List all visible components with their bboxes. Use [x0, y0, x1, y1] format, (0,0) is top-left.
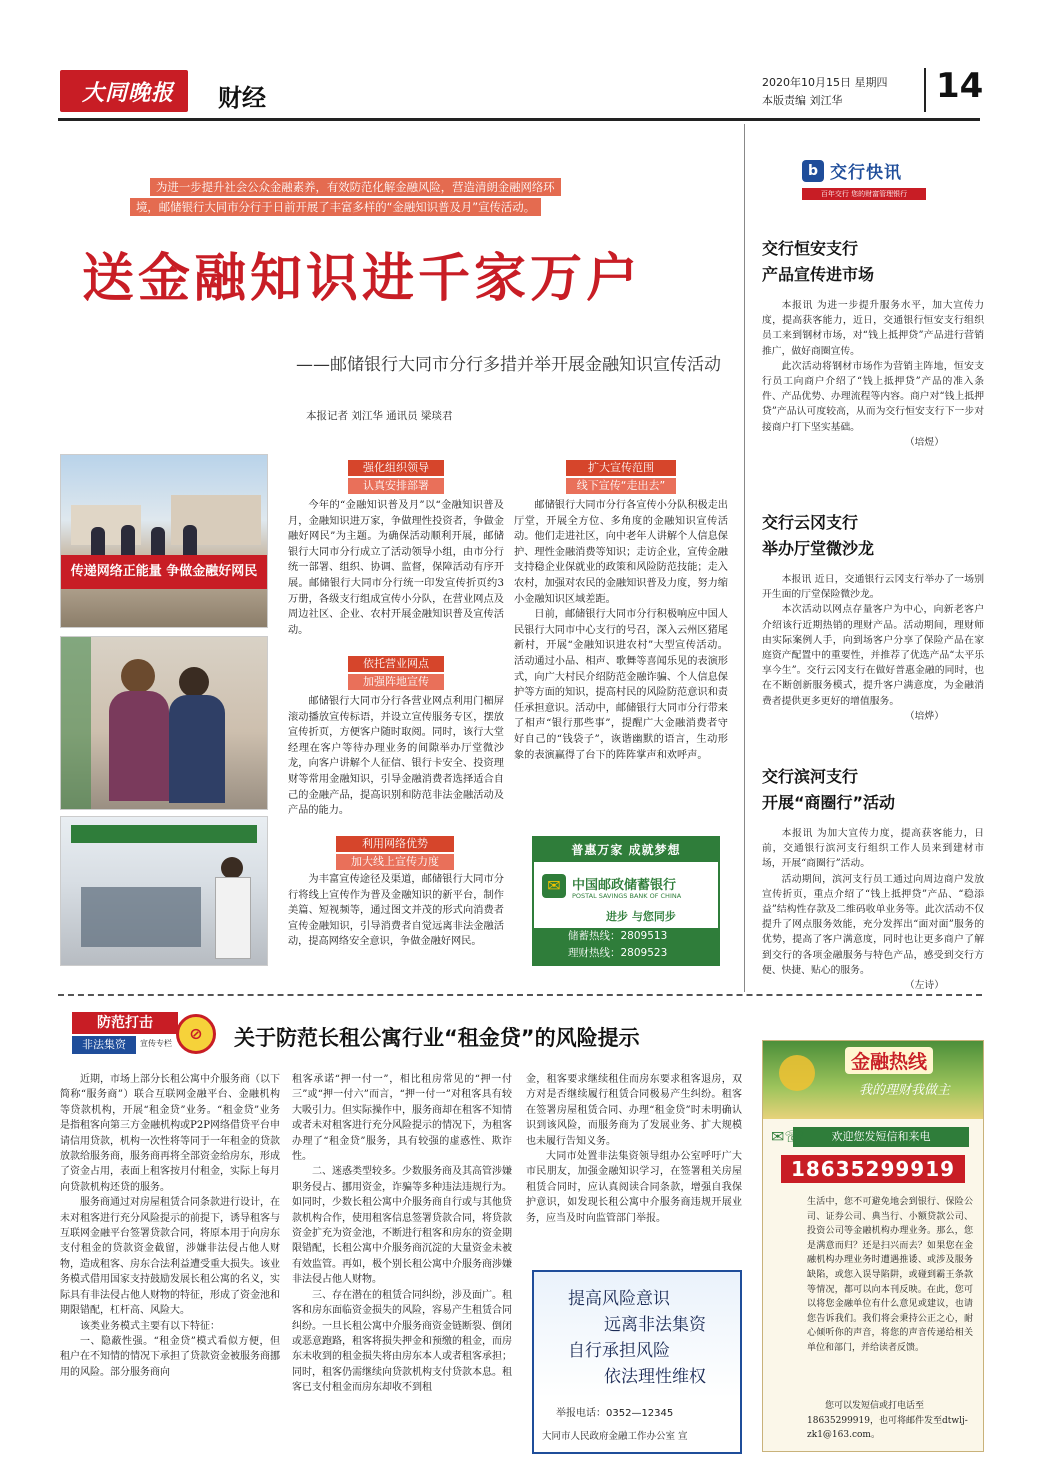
ad-motto: 进步 与您同步 [606, 910, 676, 923]
lower-col-3-p2: 大同市处置非法集资领导组办公室呼吁广大市民朋友，加强金融知识学习，在签署租关房屋租赁合同时，应认真阅读合同条款，增强自我保护意识，如发现长租公寓中介服务商违规开展业务，应当及时向监管部门举报。 [526, 1151, 742, 1224]
badge-bottom: 非法集资 [72, 1036, 136, 1054]
sidebar-item-3-title-1: 交行滨河支行 [762, 767, 859, 786]
intro-line-1: 为进一步提升社会公众金融素养，有效防范化解金融风险，营造清朗金融网络环 [150, 178, 561, 196]
sidebar-item-2 [762, 510, 984, 724]
header-editor: 本版责编 刘江华 [762, 94, 843, 107]
section-1-text [288, 498, 504, 638]
sidebar-item-1 [762, 236, 984, 450]
sidebar-item-1-p1: 本报讯 为进一步提升服务水平，加大宣传力度，提高获客能力，近日，交通银行恒安支行组织员工来到钢材市场，对“钱上抵押贷”产品进行营销推广，做好商圈宣传。 [762, 300, 984, 357]
lower-title: 关于防范长租公寓行业“租金贷”的风险提示 [234, 1026, 640, 1050]
sidebar-item-2-title-1: 交行云冈支行 [762, 513, 859, 532]
section-3-tag-a: 利用网络优势 [336, 836, 454, 852]
sidebar-logo [802, 152, 926, 202]
article-subtitle: ——邮储银行大同市分行多措并举开展金融知识宣传活动 [296, 355, 721, 375]
sidebar-logo-text: 交行快讯 [830, 163, 902, 183]
intro-line-2: 境，邮储银行大同市分行于日前开展了丰富多样的“金融知识普及月”宣传活动。 [130, 198, 541, 216]
ad-slogan: 普惠万家 成就梦想 [534, 838, 718, 862]
hotline-number: 18635299919 [781, 1155, 965, 1183]
section-2-text [288, 694, 504, 819]
lower-col-3 [526, 1072, 742, 1226]
page-number: 14 [936, 66, 984, 106]
hotline-text: 生活中，您不可避免地会到银行、保险公司、证券公司、典当行、小额贷款公司、投资公司等金融机构办理业务。那么，您是满意而归？还是扫兴而去？如果您在金融机构办理业务时遭遇推诿、或涉及服务缺陷，或您入误导陷阱，或碰到霸王条款等情况，都可以向本刊反映。在此，您可以将您金融单位有什么意见或建议，也请您告诉我们。我们将会秉持公正之心，耐心倾听你的声音，将您的声音传递给相关单位和部门，并给读者反馈。 [807, 1197, 973, 1353]
sidebar-item-2-body [762, 572, 984, 724]
lower-col-2-p2: 二、迷惑类型较多。少数服务商及其高管涉嫌职务侵占、挪用资金，诈骗等多种违法违规行为。如同时，少数长租公寓中介服务商自行或与其他贷款机构合作，使用租客信息签署贷款合同，将贷款资金扩充为资金池，不断进行租客和房东的资金期限错配，长租公寓中介服务商沉淀的大量资金未被有效监管。再如，极个别长租公寓中介服务商涉嫌非法侵占他人财物。 [292, 1166, 512, 1286]
report-phone: 举报电话：0352—12345 [556, 1408, 674, 1419]
section-4-paragraph-2: 日前，邮储银行大同市分行积极响应中国人民银行大同市中心支行的号召，深入云州区猪尾新村，开展“金融知识进农村”大型宣传活动。活动通过小品、相声、歌舞等喜闻乐见的表演形式，向广大村民介绍防范金融诈骗、个人信息保护等方面的知识，提高村民的风险防范意识和责任承担意识。活动中，邮储银行大同市分行带来了相声“银行那些事”，提醒广大金融消费者守好自己的“钱袋子”，诙谐幽默的语言，生动形象的表演赢得了台下的阵阵掌声和欢呼声。 [514, 609, 728, 761]
sidebar-item-1-p2: 此次活动将钢材市场作为营销主阵地，恒安支行员工向商户介绍了“钱上抵押贷”产品的准入条件、产品优势、办理流程等内容。商户对“钱上抵押贷”产品认可度较高，从而为交行恒安支行下一步对接商户打下坚实基础。 [762, 360, 984, 433]
prohibit-icon: ⊘ [176, 1014, 216, 1054]
hotline-slogan: 我的理财我做主 [859, 1083, 951, 1098]
masthead-logo [60, 70, 188, 112]
sidebar-item-3 [762, 764, 984, 993]
section-1-paragraph: 今年的“金融知识普及月”以“金融知识普及月，金融知识进万家，争做理性投资者，争做金融好网民”为主题。为确保活动顺利开展，邮储银行大同市分行成立了活动领导小组，由市分行统一部署、组织、协调、监督，保障活动有序开展。邮储银行大同市分行统一印发宣传折页约3万册，各级支行组成宣传小分队，在营业网点及周边社区、企业、农村开展金融知识普及宣传活动。 [288, 500, 504, 636]
photo-outdoor-event [60, 454, 268, 628]
lower-col-1-p2: 服务商通过对房屋租赁合同条款进行设计，在未对租客进行充分风险提示的前提下，诱导租客与互联网金融平台签署贷款合同，将原本用于向房东支付租金的贷款资金截留，涉嫌非法侵占他人财物，造成租客、房东合法利益遭受重大损失。该业务模式借用国家支持鼓励发展长租公寓的名义，实际具有非法侵占他人财物的特征，形成了资金池和期限错配，杠杆高、风险大。 [60, 1197, 280, 1317]
lower-col-1-p1: 近期，市场上部分长租公寓中介服务商（以下简称“服务商”）联合互联网金融平台、金融机构等贷款机构，开展“租金贷”业务。“租金贷”业务是指租客向第三方金融机构或P2P网络借贷平台申请信用贷款，机构一次性将等同于一年租金的贷款放款给服务商，服务商再将全部资金给房东，形成了资金占用，表面上租客按月付租金，实际上每月向贷款机构还贷的服务。 [60, 1074, 280, 1193]
hotline-header [763, 1041, 983, 1119]
hotline-title: 金融热线 [845, 1047, 933, 1074]
lower-col-2-p3: 三、存在潜在的租赁合同纠纷，涉及面广。租客和房东面临资金损失的风险，容易产生租赁合同纠纷。一旦长租公寓中介服务商资金链断裂、倒闭或恶意跑路，租客将损失押金和预缴的租金，而房东未收到的租金损失将由房东本人或者租客承担；同时，租客仍需继续向贷款机构支付贷款本息。租客已支付租金而房东却收不到租 [292, 1289, 512, 1394]
section-title: 财经 [218, 83, 266, 112]
badge-column: 宣传专栏 [140, 1039, 172, 1048]
header-rule [58, 118, 980, 121]
section-4-tag-b: 线下宣传“走出去” [566, 478, 676, 494]
article-title: 送金融知识进千家万户 [82, 249, 643, 309]
sidebar-item-3-title-2: 开展“商圈行”活动 [762, 793, 896, 812]
section-3-paragraph: 为丰富宣传途径及渠道，邮储银行大同市分行将线上宣传作为普及金融知识的新平台，制作美篇、短视频等，通过图文并茂的形式向消费者宣传金融知识，引导消费者自觉远离非法金融活动，提高网络安全意识，争做金融好网民。 [288, 874, 504, 948]
sidebar-item-1-title-2: 产品宣传进市场 [762, 265, 875, 284]
ad-hotline-2: 理财热线：2809523 [568, 947, 668, 959]
sidebar-item-3-p2: 活动期间，滨河支行员工通过向周边商户发放宣传折页，重点介绍了“钱上抵押贷”产品、“稳添益”结构性存款及二维码收单业务等。此次活动不仅提升了网点服务效能，充分发挥出“面对面”服务的优势，提高了客户满意度，同时也让更多商户了解到交行的各项金融服务与特色产品，感受到交行方便、快捷、贴心的服务。 [762, 873, 984, 976]
section-separator [58, 994, 982, 996]
sidebar-item-2-p2: 本次活动以网点存量客户为中心，向新老客户介绍该行近期热销的理财产品。活动期间，理财师由实际案例人手，向到场客户分享了保险产品在家庭资产配置中的重要性，并推荐了优选产品“太平乐享今生”。交行云冈支行在做好普惠金融的同时，也在不断创新服务模式，提升客户满意度，为金融消费者提供更多更好的增值服务。 [762, 604, 984, 707]
section-4-tags [566, 460, 676, 494]
badge-top: 防范打击 [72, 1012, 178, 1034]
risk-warning-box [532, 1270, 742, 1454]
warning-line-3: 自行承担风险 [568, 1341, 670, 1361]
psbc-ad [532, 836, 720, 966]
section-4-text [514, 498, 728, 763]
section-3-tags [336, 836, 454, 870]
sidebar-item-2-p1: 本报讯 近日，交通银行云冈支行举办了一场别开生面的厅堂保险微沙龙。 [762, 574, 984, 601]
section-1-tag-a: 强化组织领导 [348, 460, 444, 476]
ad-bank-name: 中国邮政储蓄银行 [572, 878, 677, 893]
ad-hotline-bar [534, 928, 718, 964]
header-divider-vertical [924, 68, 926, 112]
lower-col-2-p1: 租客承诺“押一付一”，相比租房常见的“押一付三”或“押一付六”而言，“押一付一”对租客具有较大吸引力。但实际操作中，服务商却在租客不知情或者未对租客进行充分风险提示的情况下，为租客办理了“租金贷”服务，具有较强的虚惑性、欺诈性。 [292, 1074, 512, 1163]
sidebar-item-3-body [762, 826, 984, 993]
photo-banner-text: 传递网络正能量 争做金融好网民 [70, 564, 258, 579]
phone-icon: ✉☏ [771, 1127, 805, 1146]
section-3-text [288, 872, 504, 950]
sidebar-item-3-author: （左诗） [904, 980, 944, 992]
photo-banner [61, 555, 267, 589]
hotline-contact: 您可以发短信或打电话至18635299919，也可将邮件发至dtwlj-zk1@163.com。 [807, 1401, 968, 1441]
logo-text: 大同晚报 [82, 80, 175, 106]
bocom-icon: b [802, 160, 824, 182]
illegal-fundraising-badge [72, 1012, 214, 1056]
ad-bank-english: POSTAL SAVINGS BANK OF CHINA [572, 892, 682, 900]
sidebar-item-1-author: （培煜） [904, 436, 944, 448]
lower-col-1 [60, 1072, 280, 1380]
hotline-panel [762, 1040, 984, 1452]
sidebar-divider [744, 124, 745, 992]
sidebar-logo-sub: 百年交行 您的财富管理银行 [802, 188, 926, 200]
issuing-office: 大同市人民政府金融工作办公室 宣 [542, 1431, 688, 1442]
lower-col-1-p3: 该类业务模式主要有以下特征： [80, 1320, 220, 1332]
coin-tree-icon [779, 1055, 815, 1091]
warning-line-2: 远离非法集资 [604, 1315, 706, 1335]
byline: 本报记者 刘江华 通讯员 梁琰君 [306, 410, 453, 422]
sidebar-item-1-title-1: 交行恒安支行 [762, 239, 859, 258]
sidebar-item-1-body [762, 298, 984, 450]
hotline-bar-text: 欢迎您发短信和来电 [831, 1130, 931, 1143]
section-1-tag-b: 认真安排部署 [348, 478, 444, 494]
lower-col-2 [292, 1072, 512, 1396]
lower-col-3-p1: 金，租客要求继续租住而房东要求租客退房，双方对是否继续履行租赁合同极易产生纠纷。租客在签署房屋租赁合同、办理“租金贷”时未明确认识到该风险，而服务商为了发展业务、扩大规模也未履行告知义务。 [526, 1074, 742, 1147]
section-2-paragraph: 邮储银行大同市分行各营业网点利用门楣屏滚动播放宣传标语，并设立宣传服务专区，摆放宣传折页，方便客户随时取阅。同时，该行大堂经理在客户等待办理业务的间隙举办厅堂微沙龙，向客户讲解个人征信、银行卡安全、投资理财等常用金融知识，引导金融消费者选择适合自己的金融产品，提高识别和防范非法金融活动及产品的能力。 [288, 696, 504, 817]
section-1-tags [348, 460, 444, 494]
header-date: 2020年10月15日 星期四 [762, 76, 888, 89]
lower-col-1-p4: 一、隐蔽性强。“租金贷”模式看似方便，但租户在不知情的情况下承担了贷款资金被服务商挪用的风险。部分服务商向 [60, 1335, 280, 1378]
section-2-tag-a: 依托营业网点 [348, 656, 444, 672]
section-2-tag-b: 加强阵地宣传 [348, 674, 444, 690]
ad-hotline-1: 储蓄热线：2809513 [568, 930, 668, 942]
sidebar-item-2-title-2: 举办厅堂微沙龙 [762, 539, 875, 558]
sidebar-item-2-author: （培烨） [904, 710, 944, 722]
lead-intro [130, 176, 662, 216]
section-4-paragraph-1: 邮储银行大同市分行各宣传小分队积极走出厅堂，开展全方位、多角度的金融知识宣传活动。他们走进社区，向中老年人讲解个人信息保护、理性金融消费等知识；走访企业，宣传金融支持稳企业保就业的政策和风险防范技能；走入农村，加强对农民的金融知识普及力度，努力缩小金融知识区域差距。 [514, 500, 728, 605]
psbc-logo-icon: ✉ [542, 874, 566, 898]
section-4-tag-a: 扩大宣传范围 [566, 460, 676, 476]
section-3-tag-b: 加大线上宣传力度 [336, 854, 454, 870]
warning-line-4: 依法理性维权 [604, 1367, 706, 1387]
photo-lobby-salon [60, 816, 268, 966]
warning-line-1: 提高风险意识 [568, 1289, 670, 1309]
photo-branch-consultation [60, 636, 268, 810]
sidebar-item-3-p1: 本报讯 为加大宣传力度，提高获客能力，日前，交通银行滨河支行组织工作人员来到建材市场，开展“商圈行”活动。 [762, 828, 984, 870]
hotline-bar [793, 1127, 969, 1147]
section-2-tags [348, 656, 444, 690]
